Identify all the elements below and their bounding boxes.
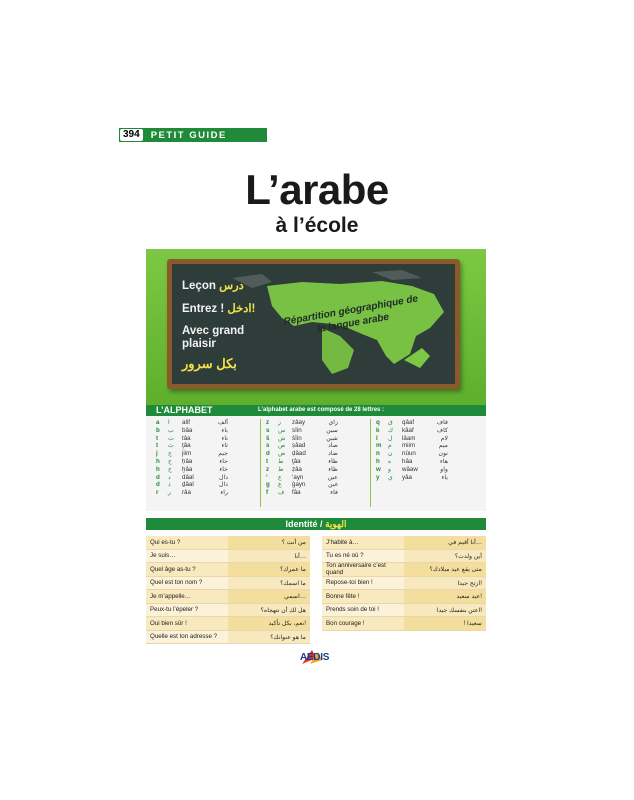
letter-arabic: ي <box>388 473 393 481</box>
letter-arabic: و <box>388 465 391 473</box>
letter-latin: f <box>266 489 269 497</box>
letter-arabic: ه <box>388 457 392 465</box>
phrase-arabic: ارتح جيدا! <box>404 577 486 590</box>
letter-name-arabic: راء <box>220 489 228 497</box>
letter-arabic: ث <box>168 442 174 450</box>
alphabet-column-3 <box>376 419 448 481</box>
phrase-french: Quelle est ton adresse ? <box>150 633 218 641</box>
letter-name: ẓâa <box>292 465 302 473</box>
letter-latin: h <box>376 457 380 465</box>
phrase-row <box>146 617 310 631</box>
publisher-name: AEDIS <box>300 652 330 663</box>
alphabet-row <box>376 419 448 427</box>
letter-name-arabic: هاء <box>439 457 448 465</box>
letter-name-arabic: ظاء <box>328 465 338 473</box>
alphabet-row <box>266 474 338 482</box>
letter-name-arabic: قاف <box>436 419 448 426</box>
letter-name-arabic: ألف <box>217 419 228 426</box>
letter-name-arabic: باء <box>221 426 228 434</box>
phrases-left-column <box>146 536 310 644</box>
letter-name-arabic: فاء <box>330 489 338 497</box>
phrase-arabic: ما عمرك؟ <box>228 563 310 576</box>
letter-arabic: م <box>388 442 392 450</box>
letter-arabic: ذ <box>168 481 171 489</box>
letter-name: lâam <box>402 434 416 442</box>
letter-latin: l <box>376 434 378 442</box>
letter-latin: d <box>266 450 270 458</box>
letter-name: miim <box>402 442 416 450</box>
letter-arabic: ت <box>168 434 174 442</box>
alphabet-row <box>156 481 228 489</box>
letter-name-arabic: كاف <box>436 426 448 434</box>
alphabet-row <box>376 435 448 443</box>
letter-name-arabic: سين <box>326 426 338 434</box>
phrase-arabic: أنا أقيم في… <box>404 536 486 549</box>
board-text-plaisir: plaisir <box>182 338 216 350</box>
alphabet-row <box>156 474 228 482</box>
phrase-arabic: أين ولدت؟ <box>404 550 486 563</box>
letter-latin: ‘ <box>266 473 268 481</box>
phrase-row <box>322 550 486 564</box>
letter-name: šîin <box>292 434 302 442</box>
letter-arabic: ش <box>278 434 286 442</box>
phrase-row <box>322 563 486 577</box>
phrase-row <box>322 617 486 631</box>
letter-name: jiim <box>182 450 192 458</box>
letter-latin: z <box>266 465 270 473</box>
letter-name: zâay <box>292 419 306 426</box>
letter-latin: w <box>376 465 381 473</box>
letter-latin: š <box>266 434 270 442</box>
letter-name-arabic: ضاد <box>328 450 338 458</box>
alphabet-header <box>146 405 486 416</box>
letter-name-arabic: عين <box>327 473 338 481</box>
alphabet-row <box>266 435 338 443</box>
letter-name: ţâa <box>292 457 301 465</box>
letter-latin: b <box>156 426 160 434</box>
phrase-french: Peux-tu l’épeler ? <box>150 606 199 614</box>
letter-latin: t <box>266 457 269 465</box>
phrase-french: Je m’appelle… <box>150 592 191 600</box>
letter-arabic: ب <box>168 426 174 434</box>
phrase-row <box>146 577 310 591</box>
letter-latin: m <box>376 442 382 450</box>
phrase-row <box>146 604 310 618</box>
letter-latin: q <box>376 419 380 426</box>
letter-name: ṣâad <box>292 442 306 450</box>
phrase-row <box>146 550 310 564</box>
letter-name-arabic: شين <box>326 434 338 442</box>
phrase-arabic: هل لك أن تتهجاه؟ <box>228 604 310 617</box>
phrase-row <box>322 577 486 591</box>
letter-arabic: ن <box>388 450 393 458</box>
letter-name: fâa <box>292 489 301 497</box>
phrase-arabic: أنا… <box>228 550 310 563</box>
cover-background <box>146 249 486 405</box>
publisher-logo <box>296 648 338 668</box>
letter-name: kâaf <box>402 426 414 434</box>
letter-name: ḍâad <box>292 450 306 458</box>
phrase-row <box>322 604 486 618</box>
series-label: PETIT GUIDE <box>150 129 227 141</box>
alphabet-row <box>376 427 448 435</box>
letter-arabic: ل <box>388 434 393 442</box>
phrase-row <box>322 590 486 604</box>
chalkboard-surface <box>172 264 455 384</box>
phrases-right-column <box>322 536 486 631</box>
alphabet-divider <box>370 419 371 507</box>
letter-name-arabic: صاد <box>328 442 338 450</box>
letter-latin: n <box>376 450 380 458</box>
letter-arabic: خ <box>168 465 172 473</box>
alphabet-row <box>156 419 228 427</box>
phrase-arabic: ما هو عنوانك؟ <box>228 631 310 644</box>
letter-name: ţâa <box>182 442 191 450</box>
letter-latin: a <box>156 419 160 426</box>
phrase-arabic: اسمي… <box>228 590 310 603</box>
alphabet-row <box>376 450 448 458</box>
alphabet-row <box>156 458 228 466</box>
alphabet-row <box>266 450 338 458</box>
letter-latin: s <box>266 442 270 450</box>
letter-latin: j <box>156 450 158 458</box>
book-title: L’arabe <box>245 166 389 213</box>
alphabet-table <box>146 416 486 511</box>
alphabet-row <box>266 419 338 427</box>
alphabet-row <box>376 466 448 474</box>
phrase-french: J’habite à… <box>326 538 359 546</box>
identity-label: Identité / <box>285 519 323 529</box>
phrase-row <box>146 590 310 604</box>
letter-name-arabic: ثاء <box>221 442 228 450</box>
letter-arabic: ر <box>168 489 171 497</box>
letter-name-arabic: دال <box>219 473 228 481</box>
identity-header <box>146 518 486 530</box>
phrase-french: Bon courage ! <box>326 619 365 627</box>
letter-name-arabic: تاء <box>221 434 228 442</box>
alphabet-row <box>156 466 228 474</box>
alphabet-row <box>266 489 338 497</box>
letter-arabic: ا <box>168 419 170 426</box>
series-bar <box>119 128 267 142</box>
phrase-arabic: ما اسمك؟ <box>228 577 310 590</box>
letter-arabic: ز <box>278 419 281 426</box>
phrase-french: Quel est ton nom ? <box>150 579 203 587</box>
phrase-french: Prends soin de toi ! <box>326 606 379 614</box>
phrase-french: Je suis… <box>150 552 176 560</box>
letter-latin: r <box>156 489 159 497</box>
letter-name: nûun <box>402 450 416 458</box>
letter-arabic: ع <box>278 473 282 481</box>
letter-latin: d <box>156 481 160 489</box>
phrase-french: Ton anniversaire c’est quand <box>326 562 386 577</box>
letter-name: dâal <box>182 473 194 481</box>
phrase-arabic: عيد سعيد! <box>404 590 486 603</box>
phrase-french: Bonne fête ! <box>326 592 360 600</box>
letter-arabic: د <box>168 473 171 481</box>
alphabet-row <box>266 458 338 466</box>
alphabet-row <box>156 450 228 458</box>
chalkboard <box>167 259 460 389</box>
letter-name-arabic: لام <box>440 434 448 442</box>
letter-name: ‘ayn <box>292 473 304 481</box>
phrase-row <box>146 631 310 645</box>
letter-arabic: ص <box>278 442 286 450</box>
alphabet-row <box>266 481 338 489</box>
letter-arabic: س <box>278 426 286 434</box>
letter-name: ḫâa <box>182 465 193 473</box>
phrase-arabic: من أنت ؟ <box>228 536 310 549</box>
letter-name: tâa <box>182 434 191 442</box>
letter-arabic: غ <box>278 481 282 489</box>
letter-arabic: ك <box>388 426 394 434</box>
letter-name-arabic: طاء <box>328 457 338 465</box>
letter-latin: s <box>266 426 270 434</box>
identity-label-ar: الهوية <box>325 519 347 529</box>
book-subtitle: à l’école <box>275 214 359 237</box>
phrase-arabic: نعم، بكل تأكيد! <box>228 617 310 630</box>
letter-latin: k <box>376 426 380 434</box>
phrase-french: Qui es-tu ? <box>150 538 181 546</box>
alphabet-row <box>376 442 448 450</box>
letter-name: bâa <box>182 426 193 434</box>
letter-latin: h <box>156 465 160 473</box>
letter-name-arabic: حاء <box>219 457 228 465</box>
letter-arabic: ط <box>278 457 284 465</box>
letter-name: ġayn <box>292 481 306 489</box>
alphabet-row <box>156 427 228 435</box>
letter-arabic: ض <box>278 450 286 458</box>
letter-arabic: ح <box>168 457 172 465</box>
letter-name-arabic: غين <box>328 481 338 489</box>
letter-name: wâaw <box>402 465 418 473</box>
phrase-french: Quel âge as-tu ? <box>150 565 196 573</box>
phrase-row <box>146 563 310 577</box>
alphabet-row <box>376 458 448 466</box>
board-text-lecon-ar: درس <box>219 280 244 292</box>
letter-arabic: ج <box>168 450 172 458</box>
letter-latin: h <box>156 457 160 465</box>
phrase-row <box>146 536 310 550</box>
letter-name-arabic: ميم <box>438 442 448 450</box>
letter-name: ḏâal <box>182 481 194 489</box>
board-text-entrez: Entrez ! <box>182 303 225 315</box>
letter-name: ḥâa <box>182 457 193 465</box>
letter-latin: y <box>376 473 380 481</box>
letter-name-arabic: واو <box>440 465 448 473</box>
letter-latin: g <box>266 481 270 489</box>
alphabet-row <box>376 474 448 482</box>
phrase-arabic: اعتن بنفسك جيدا! <box>404 604 486 617</box>
alphabet-title: L’ALPHABET <box>156 405 213 415</box>
series-number: 394 <box>120 129 143 141</box>
letter-arabic: ف <box>278 489 285 497</box>
letter-name: yâa <box>402 473 412 481</box>
alphabet-row <box>156 489 228 497</box>
alphabet-row <box>266 466 338 474</box>
board-text-entrez-ar: ادخل! <box>227 303 256 315</box>
alphabet-row <box>266 427 338 435</box>
alphabet-row <box>156 442 228 450</box>
board-text-plaisir-ar: بكل سرور <box>182 356 237 371</box>
letter-latin: d <box>156 473 160 481</box>
alphabet-column-1 <box>156 419 228 497</box>
cover-panel <box>146 249 486 511</box>
letter-name-arabic: ياء <box>441 473 448 481</box>
letter-latin: t <box>156 434 159 442</box>
alphabet-row <box>266 442 338 450</box>
phrase-french: Tu es né où ? <box>326 552 364 560</box>
letter-name-arabic: نون <box>438 450 448 458</box>
phrase-arabic: متى يقع عيد ميلادك؟ <box>404 563 486 576</box>
letter-latin: t <box>156 442 159 450</box>
map-caption: Répartition géographique de la langue arabe <box>282 293 419 336</box>
alphabet-divider <box>260 419 261 507</box>
letter-name-arabic: خاء <box>219 465 228 473</box>
letter-name: sîin <box>292 426 302 434</box>
alphabet-intro: L’alphabet arabe est composé de 28 lettres : <box>258 407 385 413</box>
letter-arabic: ق <box>388 419 393 426</box>
letter-name: râa <box>182 489 191 497</box>
letter-name: alif <box>182 419 190 426</box>
letter-name-arabic: جيم <box>218 450 228 458</box>
letter-arabic: ظ <box>278 465 284 473</box>
phrase-arabic: ! سعيدا <box>404 617 486 630</box>
alphabet-row <box>156 435 228 443</box>
alphabet-column-2 <box>266 419 338 497</box>
letter-name: hâa <box>402 457 413 465</box>
letter-name: qâaf <box>402 419 415 426</box>
board-text-lecon: Leçon <box>182 280 216 292</box>
phrase-row <box>322 536 486 550</box>
board-text-avec-grand: Avec grand <box>182 325 245 337</box>
phrase-french: Oui bien sûr ! <box>150 619 187 627</box>
letter-name-arabic: زاي <box>328 419 338 426</box>
letter-name-arabic: ذال <box>219 481 228 489</box>
letter-latin: z <box>266 419 270 426</box>
phrase-french: Repose-toi bien ! <box>326 579 373 587</box>
